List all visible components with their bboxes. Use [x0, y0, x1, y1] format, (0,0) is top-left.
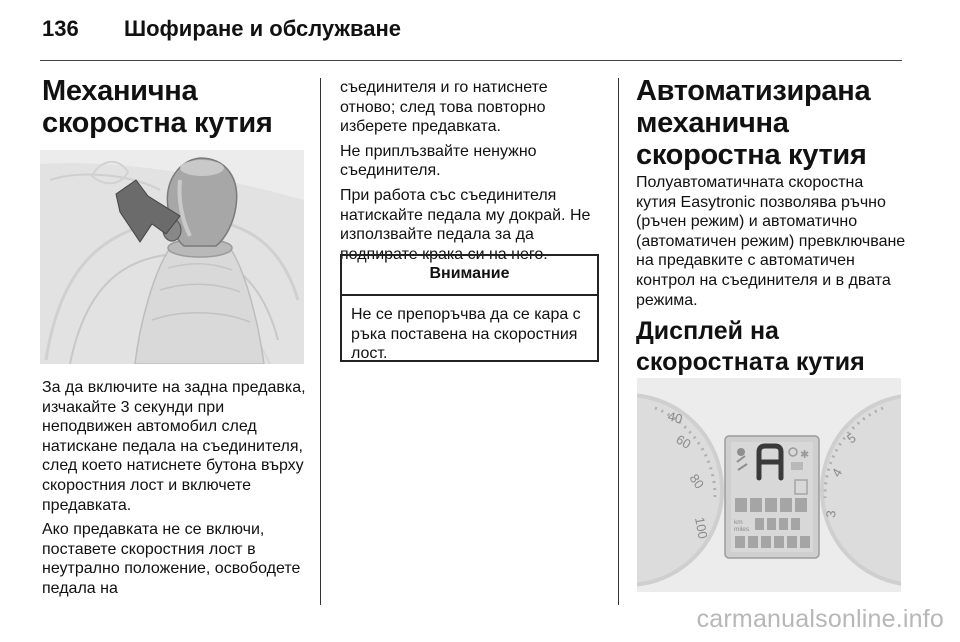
unit-km-label: km: [734, 519, 743, 526]
reverse-gear-paragraph: За да включите на задна предавка, изчакайте 3 секунди при неподвижен автомобил след натискане педала на съединителя, след което натиснете бутона върху скоростния лост и включете предавката.: [42, 379, 306, 514]
svg-text:100: 100: [692, 515, 711, 540]
page-number: 136: [42, 16, 79, 41]
page-header-title: Шофиране и обслужване: [124, 16, 402, 41]
gear-lever-drawing: [40, 150, 304, 364]
column-divider-right: [618, 78, 619, 605]
clutch-continue-paragraph: съединителя и го натиснете отново; след това повторно изберете предавката.: [340, 79, 548, 136]
clutch-slip-paragraph: Не приплъзвайте ненужно съединителя.: [340, 142, 537, 180]
svg-text:80: 80: [686, 471, 708, 492]
left-body-text: [42, 378, 306, 599]
warning-box: [340, 254, 599, 362]
header-divider: [40, 60, 902, 61]
svg-text:4: 4: [828, 465, 846, 480]
watermark: carmanualsonline.info: [696, 605, 944, 633]
easytronic-paragraph: Полуавтоматичната скоростна кутия Easytronic позволява ръчно (ръчен режим) и автоматично (автоматичен режим) превключване на предавките с автоматичен контрол на съединителя и в двата режима.: [636, 174, 906, 309]
subheading-gearbox-display: Дисплей на скоростната кутия: [636, 317, 865, 376]
section-heading-manual-gearbox: Механична скоростна кутия: [42, 75, 273, 139]
middle-body-text: [340, 78, 602, 264]
unit-miles-label: miles: [734, 526, 750, 533]
warning-title: Внимание: [342, 256, 597, 296]
instrument-cluster-drawing: [637, 378, 901, 592]
warning-text: Не се препоръчва да се кара с ръка поставена на скоростния лост.: [351, 306, 581, 363]
svg-text:✱: ✱: [800, 449, 810, 461]
svg-text:3: 3: [823, 509, 839, 519]
svg-text:40: 40: [666, 408, 685, 427]
gear-lever-illustration: [40, 150, 304, 364]
instrument-cluster-illustration: [637, 378, 901, 592]
gear-not-engaged-paragraph: Ако предавката не се включи, поставете скоростния лост в неутрално положение, освободете педала на: [42, 521, 301, 597]
section-heading-automated-gearbox: Автоматизирана механична скоростна кутия: [636, 75, 871, 171]
clutch-usage-paragraph: При работа със съединителя натискайте педала му докрай. Не използвайте педала за да подпирате крака си на него.: [340, 186, 591, 263]
svg-text:60: 60: [673, 431, 694, 452]
svg-text:5: 5: [844, 430, 859, 447]
column-divider-left: [320, 78, 321, 605]
